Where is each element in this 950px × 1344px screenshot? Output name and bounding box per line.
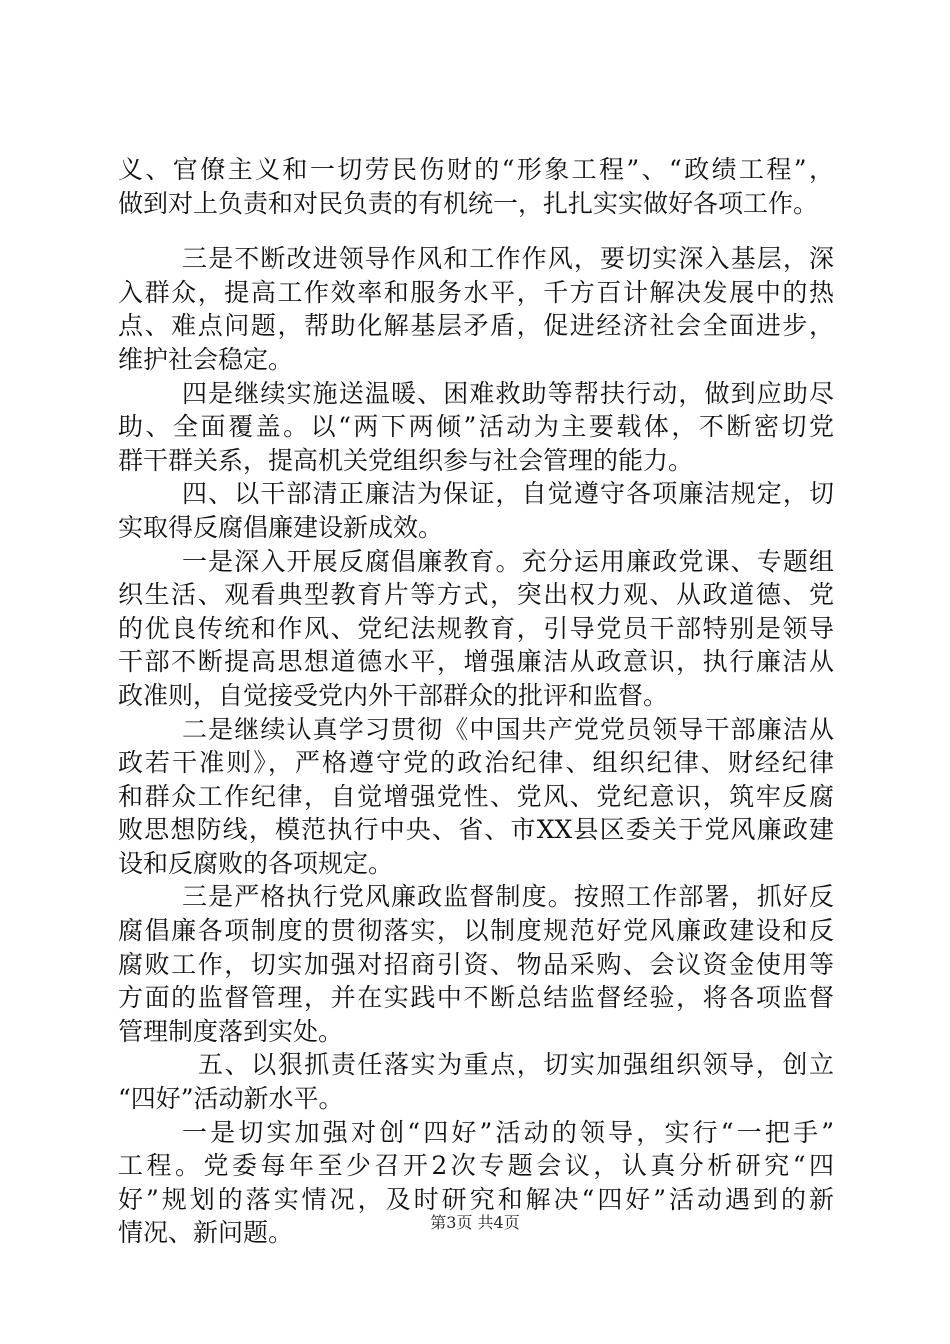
paragraph-gap [118, 220, 834, 242]
text-line: 一是切实加强对创“四好”活动的领导，实行“一把手” [182, 1117, 834, 1147]
text-line: 三是不断改进领导作风和工作作风，要切实深入基层，深 [182, 244, 834, 274]
text-line: 织生活、观看典型教育片等方式，突出权力观、从政道德、党 [118, 580, 834, 610]
text-line: 实取得反腐倡廉建设新成效。 [118, 512, 444, 542]
paragraph [118, 477, 834, 544]
text-line: 群干群关系，提高机关党组织参与社会管理的能力。 [118, 445, 694, 475]
paragraph [118, 1048, 834, 1115]
text-line: 情况、新问题。 [118, 1218, 294, 1248]
text-line: 工程。党委每年至少召开2次专题会议，认真分析研究“四 [118, 1151, 834, 1181]
text-line: 二是继续认真学习贯彻《中国共产党党员领导干部廉洁从 [182, 714, 834, 744]
document-body [118, 153, 834, 1250]
text-line: 点、难点问题，帮助化解基层矛盾，促进经济社会全面进步， [118, 311, 834, 341]
text-line: 四、以干部清正廉洁为保证，自觉遵守各项廉洁规定，切 [182, 479, 834, 509]
text-line: 好”规划的落实情况，及时研究和解决“四好”活动遇到的新 [118, 1184, 834, 1214]
paragraph [118, 880, 834, 1048]
text-line: 助、全面覆盖。以“两下两倾”活动为主要载体，不断密切党 [118, 412, 834, 442]
text-line: 管理制度落到实处。 [118, 1016, 344, 1046]
text-line: 政准则，自觉接受党内外干部群众的批评和监督。 [118, 680, 669, 710]
text-line: 入群众，提高工作效率和服务水平，千方百计解决发展中的热 [118, 277, 834, 307]
text-line: 干部不断提高思想道德水平，增强廉洁从政意识，执行廉洁从 [118, 647, 834, 677]
paragraph [118, 713, 834, 881]
text-line: 腐倡廉各项制度的贯彻落实，以制度规范好党风廉政建设和反 [118, 916, 834, 946]
text-line: 设和反腐败的各项规定。 [118, 848, 394, 878]
text-line: 和群众工作纪律，自觉增强党性、党风、党纪意识，筑牢反腐 [118, 781, 834, 811]
paragraph [118, 377, 834, 478]
text-line: 三是严格执行党风廉政监督制度。按照工作部署，抓好反 [182, 882, 834, 912]
text-line: 方面的监督管理，并在实践中不断总结监督经验，将各项监督 [118, 983, 834, 1013]
text-line: 义、官僚主义和一切劳民伤财的“形象工程”、“政绩工程”， [118, 155, 834, 184]
text-line: 维护社会稳定。 [118, 344, 294, 374]
text-line: “四好”活动新水平。 [118, 1084, 344, 1114]
page-footer [0, 1213, 950, 1233]
paragraph [118, 242, 834, 376]
text-line: 五、以狠抓责任落实为重点，切实加强组织领导，创立 [198, 1050, 834, 1080]
paragraph [118, 545, 834, 713]
text-line: 一是深入开展反腐倡廉教育。充分运用廉政党课、专题组 [182, 546, 834, 576]
page-number-label: 第3页 共4页 [430, 1213, 520, 1232]
text-line: 腐败工作，切实加强对招商引资、物品采购、会议资金使用等 [118, 949, 834, 979]
text-line: 四是继续实施送温暖、困难救助等帮扶行动，做到应助尽 [182, 378, 834, 408]
text-line: 政若干准则》，严格遵守党的政治纪律、组织纪律、财经纪律 [118, 748, 834, 778]
text-line: 的优良传统和作风、党纪法规教育，引导党员干部特别是领导 [118, 613, 834, 643]
paragraph [118, 153, 834, 220]
text-line: 败思想防线，模范执行中央、省、市XX县区委关于党风廉政建 [118, 815, 834, 845]
text-line: 做到对上负责和对民负责的有机统一，扎扎实实做好各项工作。 [118, 188, 819, 218]
